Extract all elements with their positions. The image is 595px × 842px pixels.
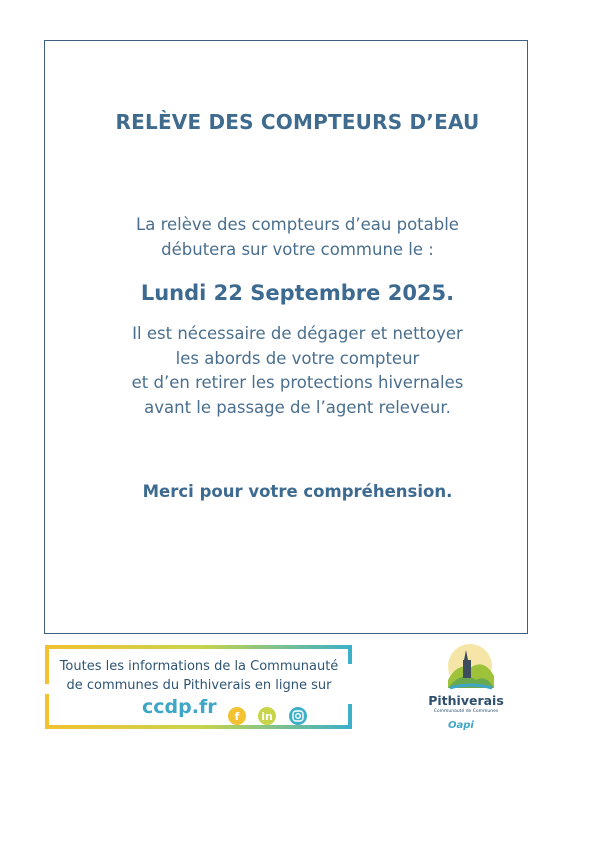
logo-subtitle: Communauté de Communes [433, 709, 499, 714]
info-line: Toutes les informations de la Communauté [59, 659, 339, 674]
notice-intro [0, 212, 595, 262]
notice-date: Lundi 22 Septembre 2025. [140, 281, 455, 305]
intro-line: débutera sur votre commune le : [161, 240, 434, 259]
logo-tagline: Oapi [448, 720, 474, 731]
body-line: avant le passage de l’agent releveur. [144, 397, 451, 417]
notice-title: RELÈVE DES COMPTEURS D’EAU [115, 110, 480, 134]
body-line: Il est nécessaire de dégager et nettoyer [132, 324, 463, 343]
info-text [44, 657, 354, 695]
linkedin-icon[interactable]: in [258, 707, 276, 725]
notice-body [0, 322, 595, 420]
intro-line: La relève des compteurs d’eau potable [136, 215, 459, 234]
body-line: et d’en retirer les protections hivernales [131, 373, 464, 392]
info-box [44, 644, 354, 730]
facebook-icon[interactable]: f [228, 707, 246, 725]
body-line: les abords de votre compteur [175, 348, 420, 368]
instagram-icon[interactable] [289, 707, 307, 725]
notice-thanks: Merci pour votre compréhension. [142, 482, 453, 501]
info-line: de communes du Pithiverais en ligne sur [66, 678, 332, 693]
logo-name: Pithiverais [428, 693, 504, 708]
website-link[interactable]: ccdp.fr [142, 696, 217, 718]
